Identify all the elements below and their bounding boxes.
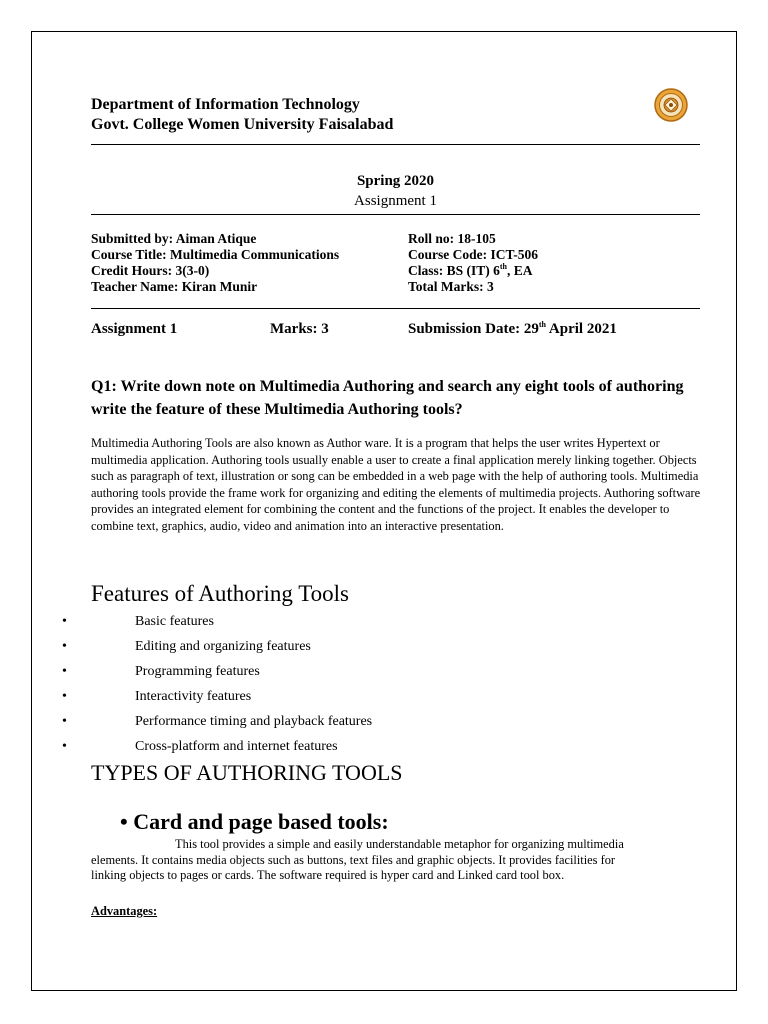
semester-title: Spring 2020 [356, 173, 435, 189]
submitted-by: Submitted by: Aiman Atique [91, 231, 257, 246]
teacher-name: Teacher Name: Kiran Munir [91, 279, 258, 294]
bullet-icon: • [62, 639, 67, 654]
features-heading: Features of Authoring Tools [91, 581, 349, 606]
divider [91, 214, 700, 215]
advantages-label: Advantages: [91, 904, 158, 918]
document-header [91, 95, 393, 135]
credit-hours: Credit Hours: 3(3-0) [91, 263, 210, 278]
bullet-icon: • [62, 689, 67, 704]
question-heading: Q1: Write down note on Multimedia Authoring and search any eight tools of authoring write the feature of these Multimedia Authoring tools? [91, 378, 684, 418]
course-code: Course Code: ICT-506 [408, 247, 539, 262]
bullet-icon: • [62, 664, 67, 679]
total-marks: Total Marks: 3 [408, 279, 494, 294]
types-heading: TYPES OF AUTHORING TOOLS [91, 760, 403, 785]
roll-no: Roll no: 18-105 [408, 231, 496, 246]
submission-date: Submission Date: 29th April 2021 [408, 320, 617, 337]
card-tools-heading: • Card and page based tools: [120, 809, 389, 834]
info-right-column [408, 231, 538, 295]
course-title: Course Title: Multimedia Communications [91, 247, 340, 262]
university-name: Govt. College Women University Faisalabad [91, 116, 394, 133]
assignment-title: Assignment 1 [354, 193, 437, 209]
department-name: Department of Information Technology [91, 96, 360, 113]
class-info: Class: BS (IT) 6th, EA [408, 262, 533, 278]
university-seal-icon [654, 88, 688, 122]
bullet-icon: • [120, 809, 128, 834]
bullet-icon: • [62, 739, 67, 754]
bullet-icon: • [62, 714, 67, 729]
divider [91, 308, 700, 309]
marks-label: Marks: 3 [270, 321, 329, 337]
card-tools-paragraph: This tool provides a simple and easily understandable metaphor for organizing multimedia elements. It contains media objects such as buttons, text files and graphic objects. It provides facilities for linking objects to pages or cards. The software required is hyper card and Linked card tool box. [91, 837, 624, 882]
bullet-icon: • [62, 614, 67, 629]
assignment-label: Assignment 1 [91, 321, 178, 337]
info-left-column [91, 231, 339, 295]
intro-paragraph: Multimedia Authoring Tools are also known as Author ware. It is a program that helps the user writes Hypertext or multimedia application. Authoring tools usually enable a user to create a final application merely linking together. Objects such as paragraph of text, illustration or song can be embedded in a web page with the help of authoring tools. Multimedia authoring tools provide the frame work for organizing and editing the elements of multimedia projects. Authoring software provides an integrated element for combining the content and the functions of the project. It enables the developer to combine text, graphics, audio, video and animation into an interactive presentation. [91, 436, 701, 533]
divider [91, 144, 700, 145]
